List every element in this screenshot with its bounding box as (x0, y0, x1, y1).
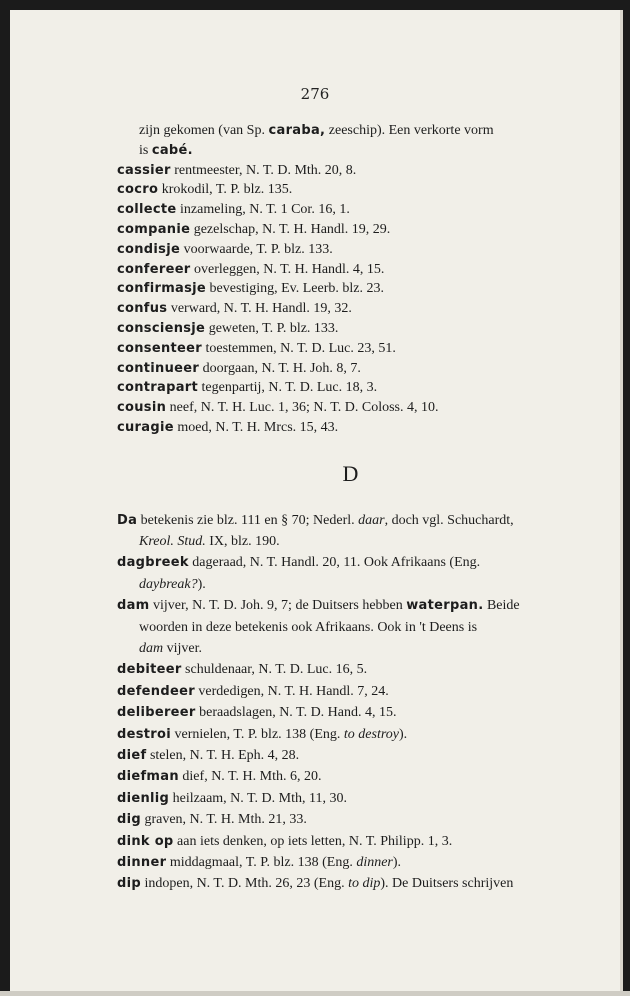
entry-headword: consciensje (117, 320, 206, 336)
section-letter: D (342, 460, 360, 486)
entry-definition: rentmeester, N. T. D. Mth. 20, 8. (174, 162, 357, 178)
dictionary-entry (117, 831, 585, 852)
entry-headword: delibereer (117, 705, 196, 721)
entry-dagbreek: dagbreek dageraad, N. T. Handl. 20, 11. Ook Afrikaans (Eng. daybreak?). (117, 555, 481, 592)
entry-headword: continueer (117, 360, 200, 376)
dictionary-entry (117, 809, 585, 830)
entry-definition: beraadslagen, N. T. D. Hand. 4, 15. (199, 705, 397, 721)
dictionary-entry (117, 398, 585, 418)
entry-definition: krokodil, T. P. blz. 135. (161, 182, 293, 198)
entry-definition: tegenpartij, N. T. D. Luc. 18, 3. (201, 380, 378, 396)
entry-definition: verward, N. T. H. Handl. 19, 32. (170, 301, 352, 317)
page-edge (0, 991, 630, 996)
entry-headword: cocro (117, 182, 159, 198)
entries-d2-sublist (117, 745, 585, 852)
intro-line: zijn gekomen (van Sp. caraba, zeeschip). Een verkorte vorm (139, 123, 494, 138)
entry-headword: confus (117, 301, 168, 317)
dictionary-entry (117, 161, 585, 181)
dictionary-entry (117, 240, 585, 260)
entry-definition: gezelschap, N. T. H. Handl. 19, 29. (193, 221, 391, 237)
dictionary-text (117, 121, 585, 895)
entry-definition: graven, N. T. H. Mth. 21, 33. (144, 812, 307, 828)
dictionary-entry (117, 299, 585, 319)
entries-c-list (117, 161, 585, 438)
entry-definition: stelen, N. T. H. Eph. 4, 28. (149, 748, 300, 764)
entry-dinner: dinner middagmaal, T. P. blz. 138 (Eng. dinner). (117, 855, 402, 871)
entry-definition: bevestiging, Ev. Leerb. blz. 23. (209, 281, 384, 297)
entry-headword: condisje (117, 241, 181, 257)
entry-definition: aan iets denken, op iets letten, N. T. Philipp. 1, 3. (177, 833, 453, 849)
entry-headword: curagie (117, 419, 174, 435)
entry-headword: collecte (117, 202, 177, 218)
entry-headword: diefman (117, 769, 179, 785)
entry-headword: cassier (117, 162, 171, 178)
entry-dip: dip indopen, N. T. D. Mth. 26, 23 (Eng. to dip). De Duitsers schrijven (117, 876, 514, 892)
entry-definition: neef, N. T. H. Luc. 1, 36; N. T. D. Coloss. 4, 10. (169, 400, 439, 416)
entry-headword: companie (117, 221, 191, 237)
dictionary-entry (117, 766, 585, 787)
entry-headword: cousin (117, 400, 167, 416)
dictionary-entry (117, 681, 585, 702)
entry-definition: heilzaam, N. T. D. Mth, 11, 30. (172, 790, 347, 806)
dictionary-entry (117, 418, 585, 438)
dictionary-entry (117, 279, 585, 299)
entry-definition: moed, N. T. H. Mrcs. 15, 43. (177, 419, 339, 435)
entry-definition: inzameling, N. T. 1 Cor. 16, 1. (180, 202, 350, 218)
entry-headword: dienlig (117, 790, 170, 806)
page-number: 276 (300, 85, 330, 103)
dictionary-entry (117, 745, 585, 766)
dictionary-entry (117, 339, 585, 359)
entry-headword: confirmasje (117, 281, 207, 297)
dictionary-entry (117, 180, 585, 200)
entry-definition: geweten, T. P. blz. 133. (208, 320, 339, 336)
entry-headword: contrapart (117, 380, 198, 396)
entry-headword: defendeer (117, 683, 195, 699)
entry-definition: doorgaan, N. T. H. Joh. 8, 7. (202, 360, 361, 376)
dictionary-entry (117, 788, 585, 809)
entry-headword: confereer (117, 261, 191, 277)
entry-headword: consenteer (117, 340, 202, 356)
dictionary-entry (117, 359, 585, 379)
entry-definition: overleggen, N. T. H. Handl. 4, 15. (194, 261, 385, 277)
intro-line: is cabé. (139, 142, 193, 158)
entry-da: Da betekenis zie blz. 111 en § 70; Nederl. daar, doch vgl. Schuchardt, Kreol. Stud. IX, blz. 190. (117, 512, 514, 549)
entry-definition: dief, N. T. H. Mth. 6, 20. (182, 769, 322, 785)
entries-d-sublist (117, 659, 585, 723)
dictionary-entry (117, 260, 585, 280)
entry-destroi: destroi vernielen, T. P. blz. 138 (Eng. to destroy). (117, 726, 408, 742)
entry-headword: dink op (117, 833, 174, 849)
dictionary-entry (117, 702, 585, 723)
entries-d-list (117, 510, 585, 895)
dictionary-entry (117, 378, 585, 398)
entry-headword: dig (117, 812, 141, 828)
entry-headword: dief (117, 748, 147, 764)
dictionary-entry (117, 659, 585, 680)
dictionary-entry (117, 200, 585, 220)
entry-headword: debiteer (117, 662, 182, 678)
entry-definition: verdedigen, N. T. H. Handl. 7, 24. (198, 683, 389, 699)
entry-definition: toestemmen, N. T. D. Luc. 23, 51. (205, 340, 396, 356)
dictionary-entry (117, 220, 585, 240)
entry-dam: dam vijver, N. T. D. Joh. 9, 7; de Duitsers hebben waterpan. Beide woorden in deze betekenis ook Afrikaans. Ook in 't Deens is dam vijver. (117, 598, 520, 656)
entry-definition: voorwaarde, T. P. blz. 133. (183, 241, 333, 257)
dictionary-entry (117, 319, 585, 339)
entry-definition: schuldenaar, N. T. D. Luc. 16, 5. (185, 662, 368, 678)
